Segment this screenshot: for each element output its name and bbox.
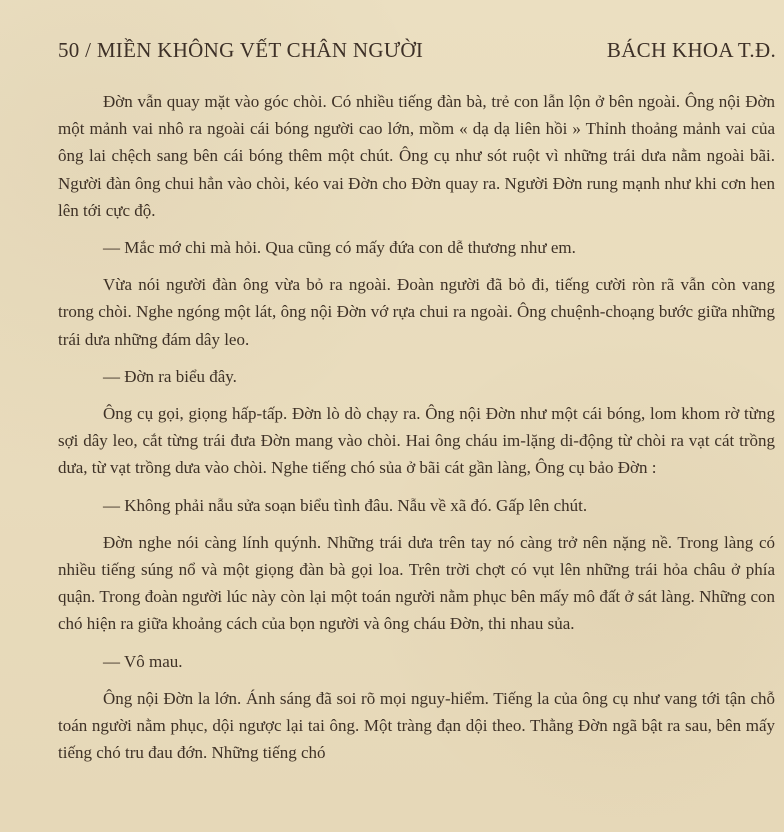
dialogue-line: — Đờn ra biểu đây. [103,366,237,386]
paragraph: Đờn vẫn quay mặt vào góc chòi. Có nhiều tiếng đàn bà, trẻ con lẫn lộn ở bên ngoài. Ông nội Đờn một mảnh vai nhô ra ngoài cái bóng người cao lớn, mồm « dạ dạ liên hồi » Thỉnh thoảng mảnh vai của ông lai chệch sang bên cái bóng thêm một chút. Ông cụ như sót ruột vì những trái dưa nằm ngoài bãi. Người đàn ông chui hẳn vào chòi, kéo vai Đờn cho Đờn quay ra. Người Đờn rung mạnh như khi cơn hen lên tới cực độ. [58,92,775,220]
article-body [58,88,775,776]
dialogue-line: — Mắc mớ chi mà hỏi. Qua cũng có mấy đứa con dễ thương như em. [103,238,576,258]
magazine-title: BÁCH KHOA T.Đ. [606,38,776,62]
paragraph: Đờn nghe nói càng lính quýnh. Những trái dưa trên tay nó càng trở nên nặng nề. Trong làng có nhiều tiếng súng nổ và một giọng đàn bà gọi loa. Trên trời chợt có vụt lên những trái hỏa châu ở phía quận. Trong đoàn người lúc này còn lại một toán người nằm phục bên mấy mô đất ở sát làng. Những con chó hiện ra giữa khoảng cách của bọn người và ông cháu Đờn, thi nhau sủa. [58,532,775,634]
paragraph: Vừa nói người đàn ông vừa bỏ ra ngoài. Đoàn người đã bỏ đi, tiếng cười ròn rã vẫn còn vang trong chòi. Nghe ngóng một lát, ông nội Đờn vớ rựa chui ra ngoài. Ông chuệnh-choạng bước giữa những trái dưa những đám dây leo. [58,275,775,349]
paragraph: Ông cụ gọi, giọng hấp-tấp. Đờn lò dò chạy ra. Ông nội Đờn như một cái bóng, lom khom rờ từng sợi dây leo, cắt từng trái đưa Đờn mang vào chòi. Hai ông cháu im-lặng di-động từ chòi ra vạt cát trồng dưa, từ vạt trồng dưa vào chòi. Nghe tiếng chó sủa ở bãi cát gần làng, Ông cụ bảo Đờn : [58,404,775,478]
dialogue-line: — Vô mau. [103,651,183,671]
dialogue-line: — Không phải nẫu sửa soạn biểu tình đâu. Nẫu về xã đó. Gấp lên chút. [103,495,588,515]
page-header [58,38,776,66]
running-title: 50 / MIỀN KHÔNG VẾT CHÂN NGƯỜI [58,38,424,62]
paragraph: Ông nội Đờn la lớn. Ánh sáng đã soi rõ mọi nguy-hiểm. Tiếng la của ông cụ như vang tới tận chỗ toán người nằm phục, dội ngược lại tai ông. Một tràng đạn dội theo. Thằng Đờn ngã bật ra sau, bên mấy tiếng chó tru đau đớn. Những tiếng chó [58,688,775,763]
